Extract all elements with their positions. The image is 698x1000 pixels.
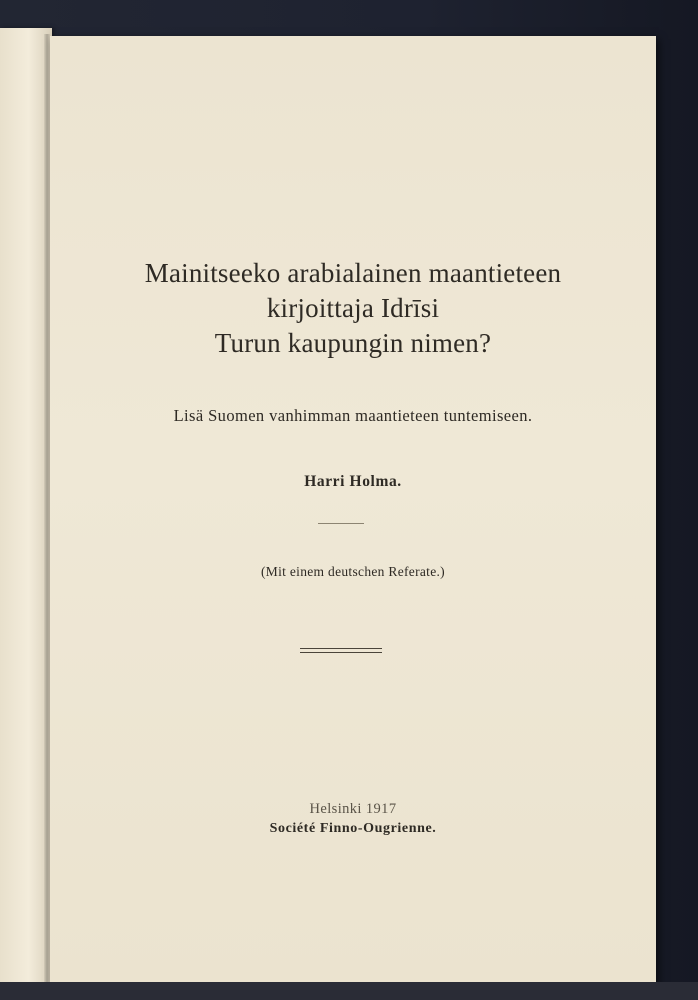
- imprint-publisher: Société Finno-Ougrienne.: [269, 821, 437, 836]
- subtitle: Lisä Suomen vanhimman maantieteen tuntemiseen.: [173, 406, 533, 425]
- title-line-2: kirjoittaja Idrīsi: [266, 293, 440, 323]
- imprint-place-year: Helsinki 1917: [309, 801, 397, 817]
- shelf-edge: [0, 982, 698, 1000]
- title-page: [50, 36, 656, 984]
- separator-rule: [318, 523, 364, 524]
- referate-note: (Mit einem deutschen Referate.): [261, 564, 445, 579]
- title-line-3: Turun kaupungin nimen?: [214, 328, 492, 358]
- author-name: Harri Holma.: [304, 473, 402, 490]
- double-rule-ornament: [300, 648, 382, 653]
- title-line-1: Mainitseeko arabialainen maantieteen: [144, 258, 562, 288]
